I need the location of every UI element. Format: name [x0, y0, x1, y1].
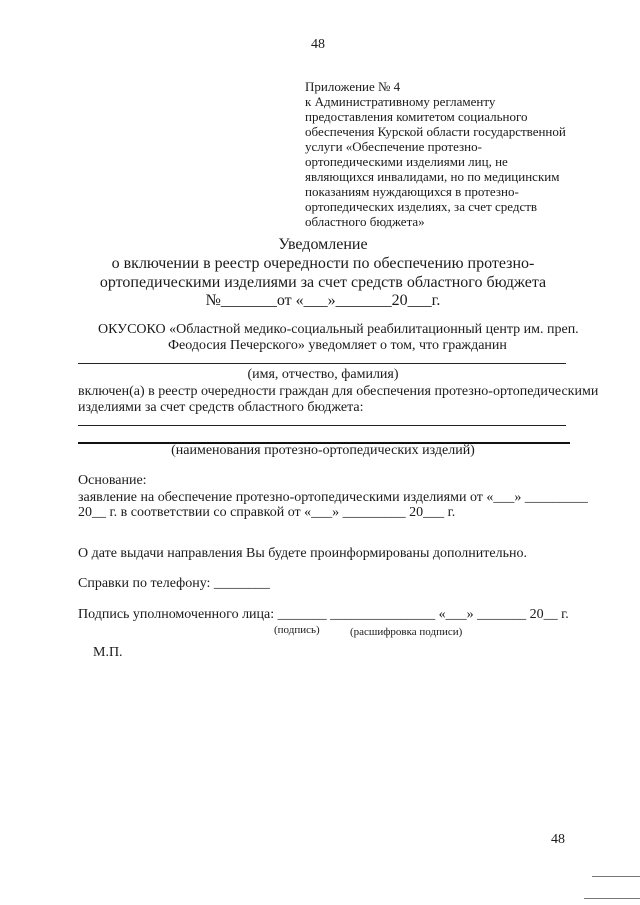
decoding-caption: (расшифровка подписи)	[350, 626, 463, 638]
signature-line: Подпись уполномоченного лица: _______ _______________ «___» _______ 20__ г.	[78, 607, 569, 622]
org-line: Феодосия Печерского» уведомляет о том, что гражданин	[168, 338, 507, 353]
notice-subtitle-line: о включении в реестр очередности по обеспечению протезно-	[111, 255, 535, 272]
products-caption: (наименования протезно-ортопедических изделий)	[171, 443, 475, 458]
appendix-line: областного бюджета»	[305, 214, 425, 229]
appendix-line: предоставления комитетом социального	[305, 109, 528, 124]
basis-label: Основание:	[78, 473, 147, 488]
notice-subtitle-line: ортопедическими изделиями за счет средств областного бюджета	[99, 274, 547, 291]
signature-caption: (подпись)	[274, 624, 320, 636]
page-number-top: 48	[311, 37, 325, 52]
appendix-line: показаниям нуждающихся в протезно-	[305, 184, 519, 199]
included-line: изделиями за счет средств областного бюджета:	[78, 400, 364, 415]
name-caption: (имя, отчество, фамилия)	[247, 367, 399, 382]
scan-edge-line	[592, 876, 640, 877]
included-line: включен(а) в реестр очередности граждан для обеспечения протезно-ортопедическими	[78, 384, 599, 399]
appendix-line: ортопедических изделиях, за счет средств	[305, 199, 538, 214]
notice-title: Уведомление	[278, 236, 368, 253]
basis-line: 20__ г. в соответствии со справкой от «___» _________ 20___ г.	[78, 505, 456, 520]
appendix-line: ортопедическими изделиями лиц, не	[305, 154, 508, 169]
scan-edge-line	[584, 898, 640, 899]
basis-line: заявление на обеспечение протезно-ортопедическими изделиями от «___» _________	[78, 490, 588, 505]
page-number-bottom: 48	[551, 832, 565, 847]
appendix-line: являющихся инвалидами, но по медицинским	[305, 169, 560, 184]
notice-number-line: №_______от «___»_______20___г.	[205, 292, 441, 309]
phone-text: Справки по телефону: ________	[78, 576, 270, 591]
name-field-line	[78, 363, 566, 364]
appendix-line: Приложение № 4	[305, 79, 401, 94]
seal-label: М.П.	[93, 645, 123, 660]
appendix-line: к Административному регламенту	[305, 94, 496, 109]
products-field-line	[78, 425, 566, 426]
issue-date-text: О дате выдачи направления Вы будете проинформированы дополнительно.	[78, 546, 527, 561]
appendix-line: услуги «Обеспечение протезно-	[305, 139, 482, 154]
appendix-line: обеспечения Курской области государственной	[305, 124, 566, 139]
appendix-block	[305, 79, 566, 229]
org-line: ОКУСОКО «Областной медико-социальный реабилитационный центр им. преп.	[98, 322, 579, 337]
